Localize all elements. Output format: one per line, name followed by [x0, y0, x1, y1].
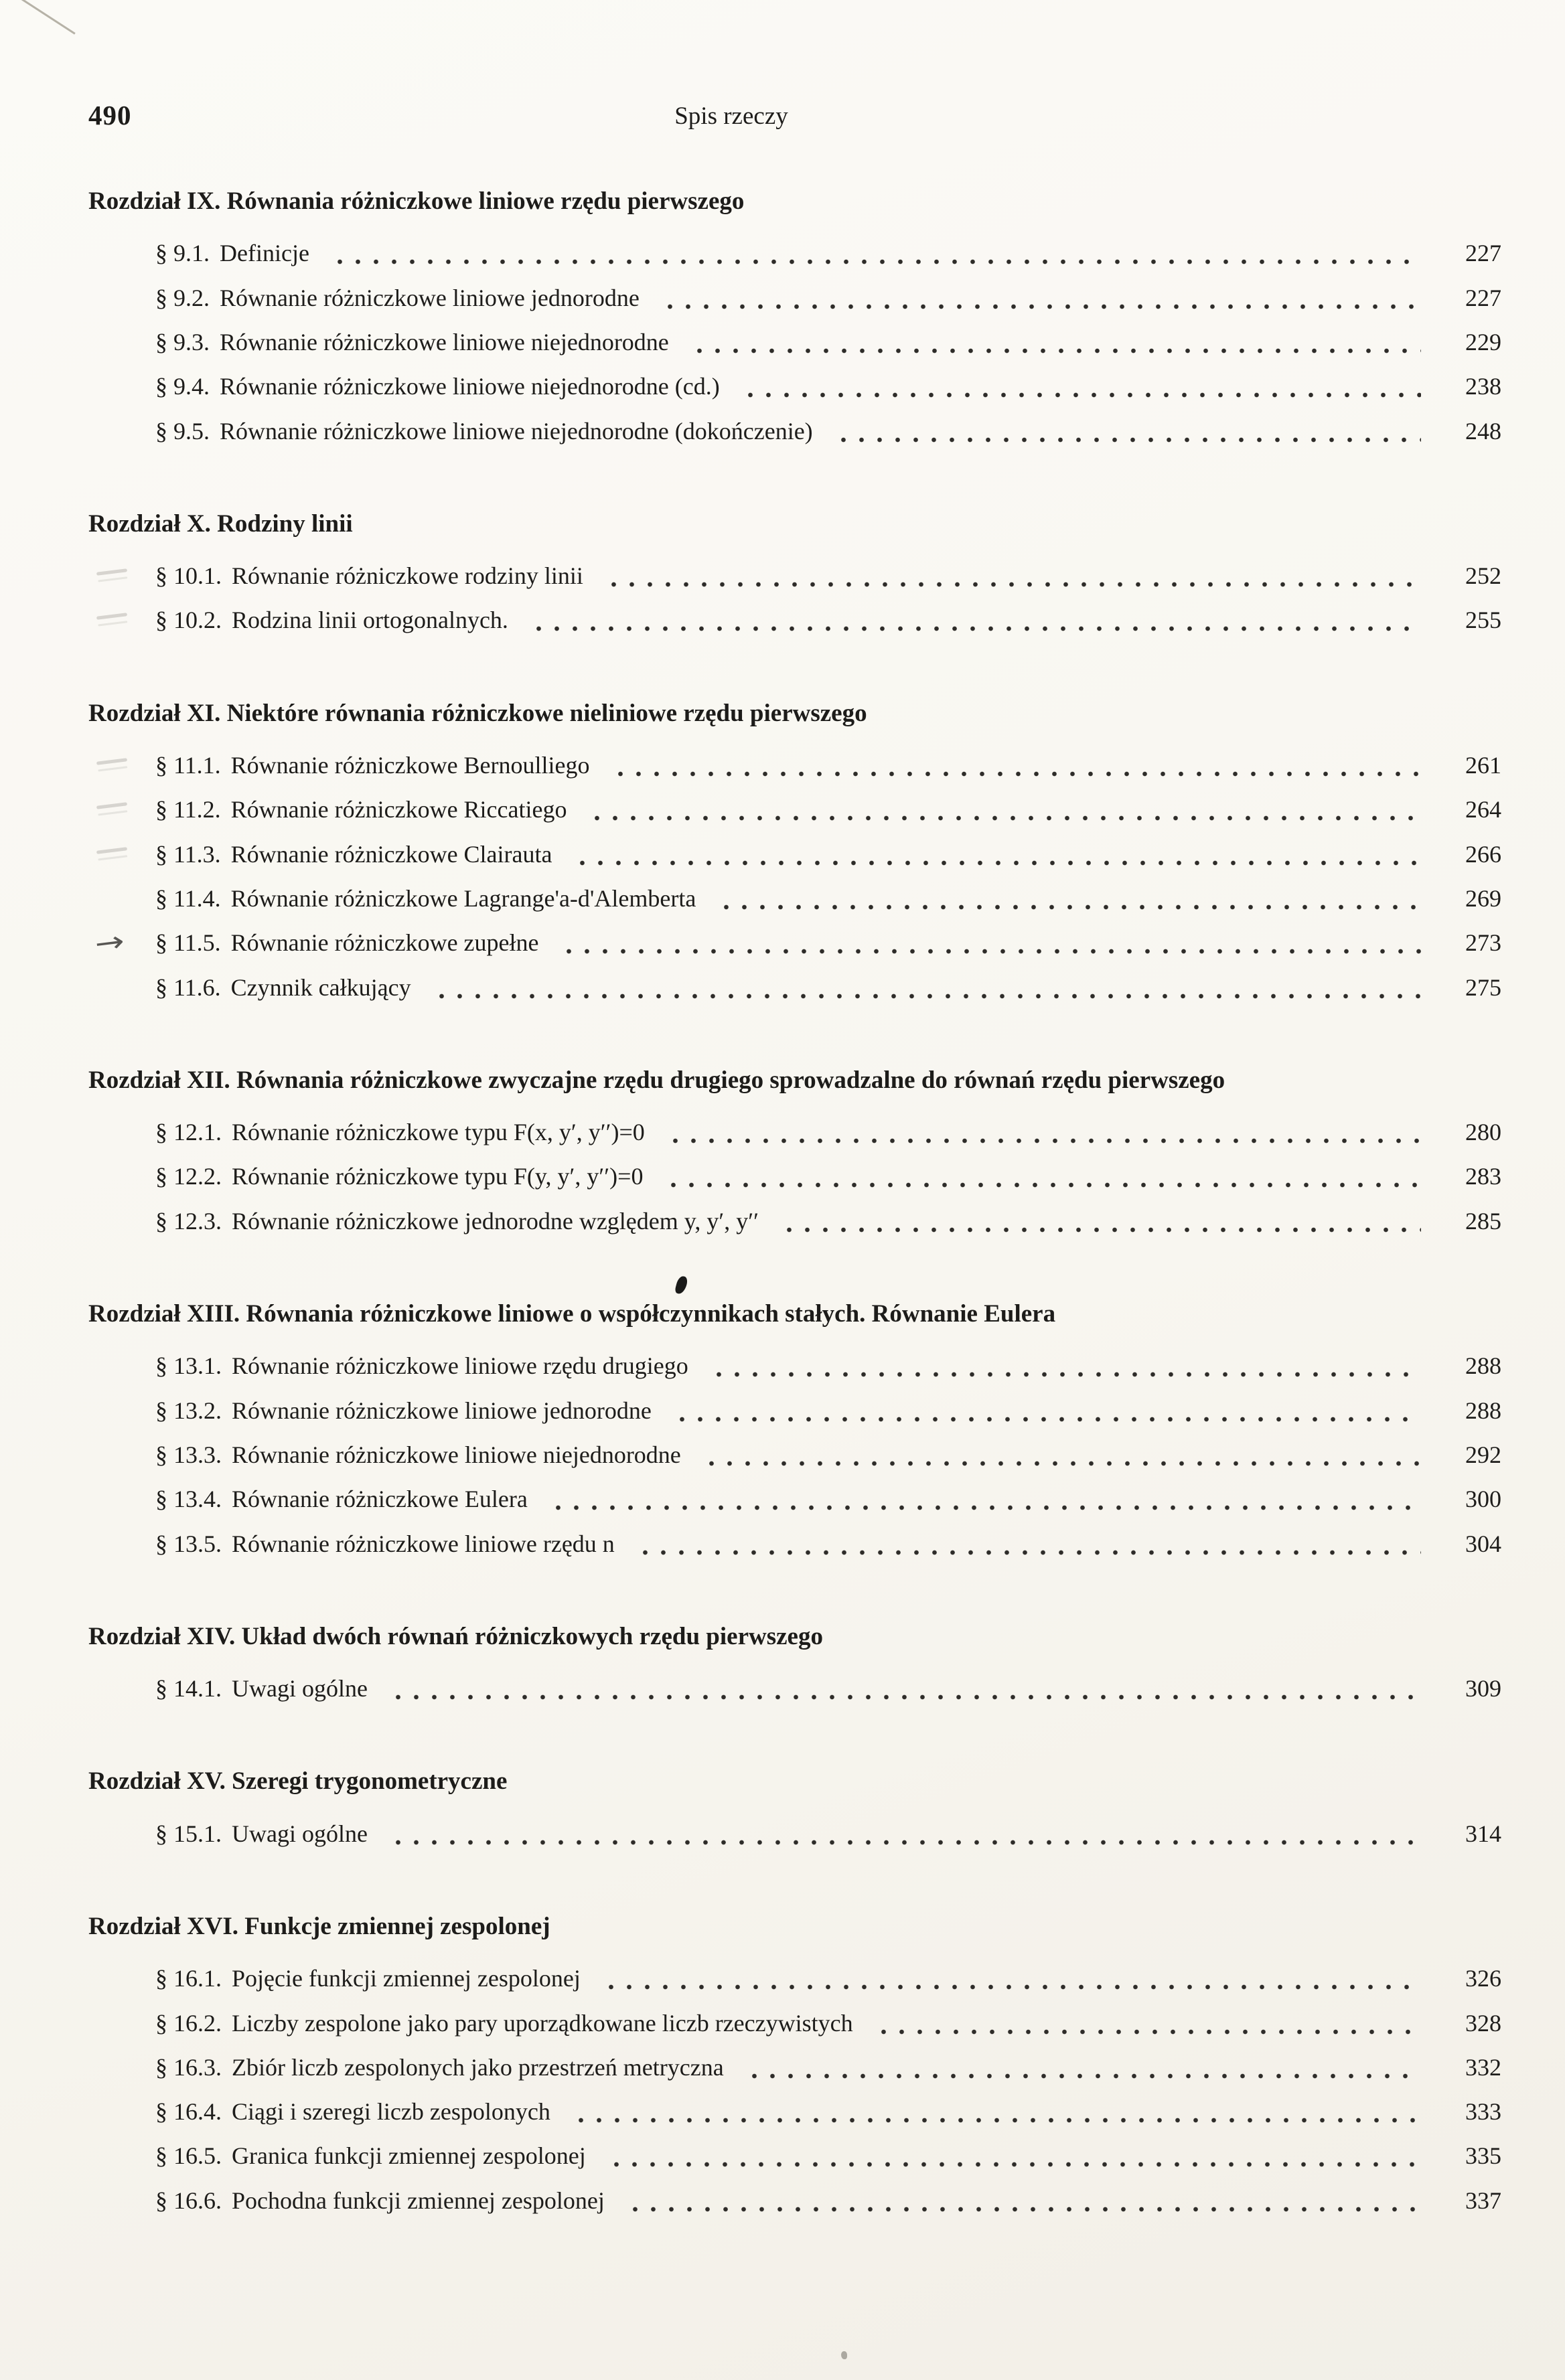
toc-entry — [88, 1965, 1501, 1992]
toc-entry-title: Równanie różniczkowe zupełne — [230, 929, 539, 957]
toc-entry-number: § 11.5. — [155, 929, 221, 957]
toc-entry — [88, 1119, 1501, 1145]
toc-entry-page: 337 — [1465, 2187, 1501, 2214]
toc-entry — [88, 841, 1501, 868]
toc-entry-title: Liczby zespolone jako pary uporządkowane liczb rzeczywistych — [232, 2009, 853, 2037]
chapter-block — [88, 1299, 1501, 1557]
toc-entry-page: 264 — [1465, 796, 1501, 823]
toc-entry-number: § 12.1. — [155, 1119, 222, 1146]
dot-leader — [690, 347, 1421, 354]
toc-entry — [88, 418, 1501, 445]
toc-entry-number: § 9.5. — [155, 417, 210, 445]
toc-entry-page: 285 — [1465, 1207, 1501, 1235]
toc-entry-number: § 12.3. — [155, 1207, 222, 1235]
scan-speck — [841, 2351, 847, 2359]
toc-entry — [88, 607, 1501, 633]
toc-entry-page: 238 — [1465, 373, 1501, 400]
toc-entry-title: Równanie różniczkowe liniowe niejednorodne (dokończenie) — [220, 417, 813, 445]
toc-entry-number: § 13.5. — [155, 1530, 222, 1557]
toc-entry-number: § 11.2. — [155, 796, 221, 823]
toc-entry — [88, 329, 1501, 355]
chapter-block — [88, 1065, 1501, 1235]
toc-entry — [88, 562, 1501, 589]
toc-entry-page: 255 — [1465, 607, 1501, 634]
chapter-title: Rozdział X. Rodziny linii — [88, 509, 353, 538]
chapter-block — [88, 509, 1501, 634]
toc-entry-title: Granica funkcji zmiennej zespolonej — [232, 2142, 586, 2170]
dot-leader — [611, 771, 1421, 777]
chapter-block — [88, 1621, 1501, 1702]
toc-entry-page: 326 — [1465, 1965, 1501, 1992]
toc-entry-title: Równanie różniczkowe Clairauta — [230, 840, 552, 868]
toc-entry-number: § 16.4. — [155, 2098, 222, 2126]
toc-entry-page: 269 — [1465, 884, 1501, 912]
toc-entry — [88, 796, 1501, 823]
toc-entry-title: Równanie różniczkowe Riccatiego — [230, 796, 567, 823]
toc-entry — [88, 1163, 1501, 1190]
toc-entry-number: § 10.1. — [155, 562, 222, 590]
toc-entry-title: Równanie różniczkowe jednorodne względem y, y′, y′′ — [232, 1207, 759, 1235]
toc-entry-page: 300 — [1465, 1486, 1501, 1513]
handwritten-arrow-mark: → — [92, 924, 127, 961]
toc-entry-page: 280 — [1465, 1119, 1501, 1146]
toc-entry-title: Równanie różniczkowe typu F(x, y′, y′′)=0 — [232, 1119, 645, 1146]
toc-entry — [88, 752, 1501, 779]
toc-entry-number: § 10.2. — [155, 607, 222, 634]
toc-entry — [88, 2187, 1501, 2214]
toc-entry-page: 288 — [1465, 1352, 1501, 1380]
toc-entry-number: § 16.2. — [155, 2009, 222, 2037]
dot-leader — [573, 860, 1421, 866]
page-number: 490 — [88, 100, 132, 131]
chapter-title: Rozdział XIII. Równania różniczkowe liniowe o współczynnikach stałych. Równanie Eulera — [88, 1299, 1501, 1330]
toc-entry — [88, 885, 1501, 912]
toc-entry — [88, 1441, 1501, 1468]
dot-leader — [389, 1694, 1421, 1700]
dot-leader — [389, 1839, 1421, 1846]
toc-entry-title: Równanie różniczkowe rodziny linii — [232, 562, 583, 590]
dot-leader — [780, 1226, 1421, 1233]
toc-entry-page: 227 — [1465, 284, 1501, 311]
toc-entry — [88, 2054, 1501, 2081]
toc-entry — [88, 373, 1501, 400]
toc-entry-page: 332 — [1465, 2053, 1501, 2081]
dot-leader — [560, 948, 1421, 955]
toc-entry-page: 309 — [1465, 1675, 1501, 1702]
dot-leader — [572, 2117, 1421, 2124]
toc-entry-number: § 9.1. — [155, 240, 210, 267]
toc-entry-number: § 15.1. — [155, 1820, 222, 1847]
toc-entry-page: 283 — [1465, 1163, 1501, 1190]
toc-entry-number: § 12.2. — [155, 1163, 222, 1190]
toc-entry — [88, 1486, 1501, 1512]
toc-entry-number: § 11.4. — [155, 884, 221, 912]
toc-entry — [88, 240, 1501, 266]
toc-entry-title: Ciągi i szeregi liczb zespolonych — [232, 2098, 550, 2126]
margin-scribble-mark — [96, 802, 127, 809]
chapter-title: Rozdział XV. Szeregi trygonometryczne — [88, 1767, 508, 1796]
dot-leader — [875, 2029, 1421, 2035]
dot-leader — [702, 1460, 1421, 1467]
toc-entry — [88, 2142, 1501, 2169]
chapter-block — [88, 698, 1501, 1001]
toc-entry — [88, 924, 1501, 961]
dot-leader — [636, 1549, 1421, 1556]
toc-entry-number: § 9.4. — [155, 373, 210, 400]
toc-entry — [88, 1530, 1501, 1557]
toc-entry-title: Równanie różniczkowe liniowe jednorodne — [220, 284, 640, 311]
toc-entry-page: 288 — [1465, 1397, 1501, 1424]
toc-entry-number: § 16.3. — [155, 2053, 222, 2081]
toc-entry-page: 275 — [1465, 973, 1501, 1001]
toc-entry-page: 335 — [1465, 2142, 1501, 2170]
toc-entry-page: 333 — [1465, 2098, 1501, 2126]
toc-entry-page: 314 — [1465, 1820, 1501, 1847]
toc-entry-title: Równanie różniczkowe Lagrange'a-d'Alemberta — [230, 884, 696, 912]
margin-scribble-mark — [96, 613, 127, 621]
chapter-block — [88, 186, 1501, 445]
toc-entry-page: 304 — [1465, 1530, 1501, 1557]
toc-entry-page: 252 — [1465, 562, 1501, 590]
scan-artifact-corner — [0, 0, 76, 35]
toc-entry-title: Uwagi ogólne — [232, 1820, 368, 1847]
toc-entry-page: 261 — [1465, 751, 1501, 779]
toc-entry — [88, 1208, 1501, 1235]
dot-leader — [607, 2161, 1421, 2168]
toc-entry — [88, 974, 1501, 1001]
dot-leader — [745, 2073, 1421, 2079]
dot-leader — [661, 303, 1421, 310]
chapter-title: Rozdział XI. Niektóre równania różniczkowe nieliniowe rzędu pierwszego — [88, 699, 867, 727]
chapter-title: Rozdział IX. Równania różniczkowe liniowe rzędu pierwszego — [88, 187, 745, 215]
toc-entry-title: Zbiór liczb zespolonych jako przestrzeń metryczna — [232, 2053, 724, 2081]
chapter-title: Rozdział XVI. Funkcje zmiennej zespolonej — [88, 1912, 550, 1940]
toc-entry-number: § 9.3. — [155, 328, 210, 355]
chapter-title: Rozdział XII. Równania różniczkowe zwyczajne rzędu drugiego sprowadzalne do równań rzędu pierwszego — [88, 1066, 1225, 1094]
dot-leader — [433, 993, 1421, 1000]
toc-entry-number: § 13.2. — [155, 1397, 222, 1424]
toc-entry-number: § 11.3. — [155, 840, 221, 868]
toc-entry-title: Czynnik całkujący — [230, 973, 411, 1001]
dot-leader — [331, 258, 1421, 265]
toc-entry-page: 248 — [1465, 417, 1501, 445]
toc-entry-title: Równanie różniczkowe liniowe niejednorodne — [232, 1441, 681, 1468]
dot-leader — [834, 437, 1421, 443]
toc-entry — [88, 1820, 1501, 1847]
toc-entry-title: Równanie różniczkowe liniowe niejednorodne (cd.) — [220, 373, 720, 400]
toc-entry — [88, 1352, 1501, 1379]
dot-leader — [664, 1182, 1421, 1188]
dot-leader — [549, 1504, 1421, 1511]
toc-entry-page: 273 — [1465, 929, 1501, 957]
toc-entry — [88, 285, 1501, 311]
toc-entry-number: § 16.1. — [155, 1965, 222, 1992]
toc-entry — [88, 1397, 1501, 1424]
toc-entry-number: § 13.3. — [155, 1441, 222, 1468]
toc-entry-title: Równanie różniczkowe liniowe rzędu drugiego — [232, 1352, 688, 1380]
page-header — [88, 99, 1501, 134]
toc-entry-number: § 13.1. — [155, 1352, 222, 1380]
dot-leader — [605, 581, 1421, 588]
dot-leader — [673, 1416, 1421, 1423]
toc-entry — [88, 2098, 1501, 2125]
dot-leader — [602, 1984, 1421, 1990]
toc-entry-number: § 11.6. — [155, 973, 221, 1001]
chapter-title: Rozdział XIV. Układ dwóch równań różniczkowych rzędu pierwszego — [88, 1622, 823, 1650]
toc-entry-title: Równanie różniczkowe liniowe rzędu n — [232, 1530, 615, 1557]
margin-scribble-mark — [96, 568, 127, 576]
toc-entry-title: Pojęcie funkcji zmiennej zespolonej — [232, 1965, 581, 1992]
running-title: Spis rzeczy — [674, 102, 788, 130]
toc-entry-page: 328 — [1465, 2009, 1501, 2037]
toc-entry-title: Równanie różniczkowe typu F(y, y′, y′′)=0 — [232, 1163, 644, 1190]
ink-blot-mark — [674, 1275, 688, 1295]
dot-leader — [717, 904, 1421, 910]
chapter-block — [88, 1911, 1501, 2214]
toc-entry-page: 227 — [1465, 240, 1501, 267]
toc-entry-title: Równanie różniczkowe liniowe jednorodne — [232, 1397, 652, 1424]
toc-entry-number: § 14.1. — [155, 1675, 222, 1702]
toc-entry-page: 266 — [1465, 840, 1501, 868]
dot-leader — [666, 1137, 1421, 1144]
toc-entry-title: Definicje — [220, 240, 309, 267]
toc-entry-number: § 16.5. — [155, 2142, 222, 2170]
toc-entry-title: Równanie różniczkowe Bernoulliego — [230, 751, 590, 779]
toc-entry-title: Równanie różniczkowe Eulera — [232, 1486, 528, 1513]
toc-entry-title: Rodzina linii ortogonalnych. — [232, 607, 508, 634]
margin-scribble-mark — [96, 847, 127, 854]
toc-entry-page: 292 — [1465, 1441, 1501, 1468]
dot-leader — [588, 815, 1421, 821]
chapters — [88, 186, 1501, 2214]
margin-scribble-mark — [96, 758, 127, 765]
dot-leader — [626, 2206, 1421, 2213]
toc-entry-number: § 16.6. — [155, 2187, 222, 2214]
chapter-block — [88, 1766, 1501, 1847]
toc-entry — [88, 2010, 1501, 2037]
toc-entry-number: § 9.2. — [155, 284, 210, 311]
toc-entry — [88, 1675, 1501, 1702]
toc-entry-page: 229 — [1465, 328, 1501, 355]
toc-entry-title: Uwagi ogólne — [232, 1675, 368, 1702]
toc-entry-number: § 13.4. — [155, 1486, 222, 1513]
toc-entry-number: § 11.1. — [155, 751, 221, 779]
toc-entry-title: Równanie różniczkowe liniowe niejednorodne — [220, 328, 669, 355]
dot-leader — [530, 625, 1421, 632]
dot-leader — [710, 1371, 1421, 1378]
toc-entry-title: Pochodna funkcji zmiennej zespolonej — [232, 2187, 605, 2214]
dot-leader — [741, 392, 1421, 398]
